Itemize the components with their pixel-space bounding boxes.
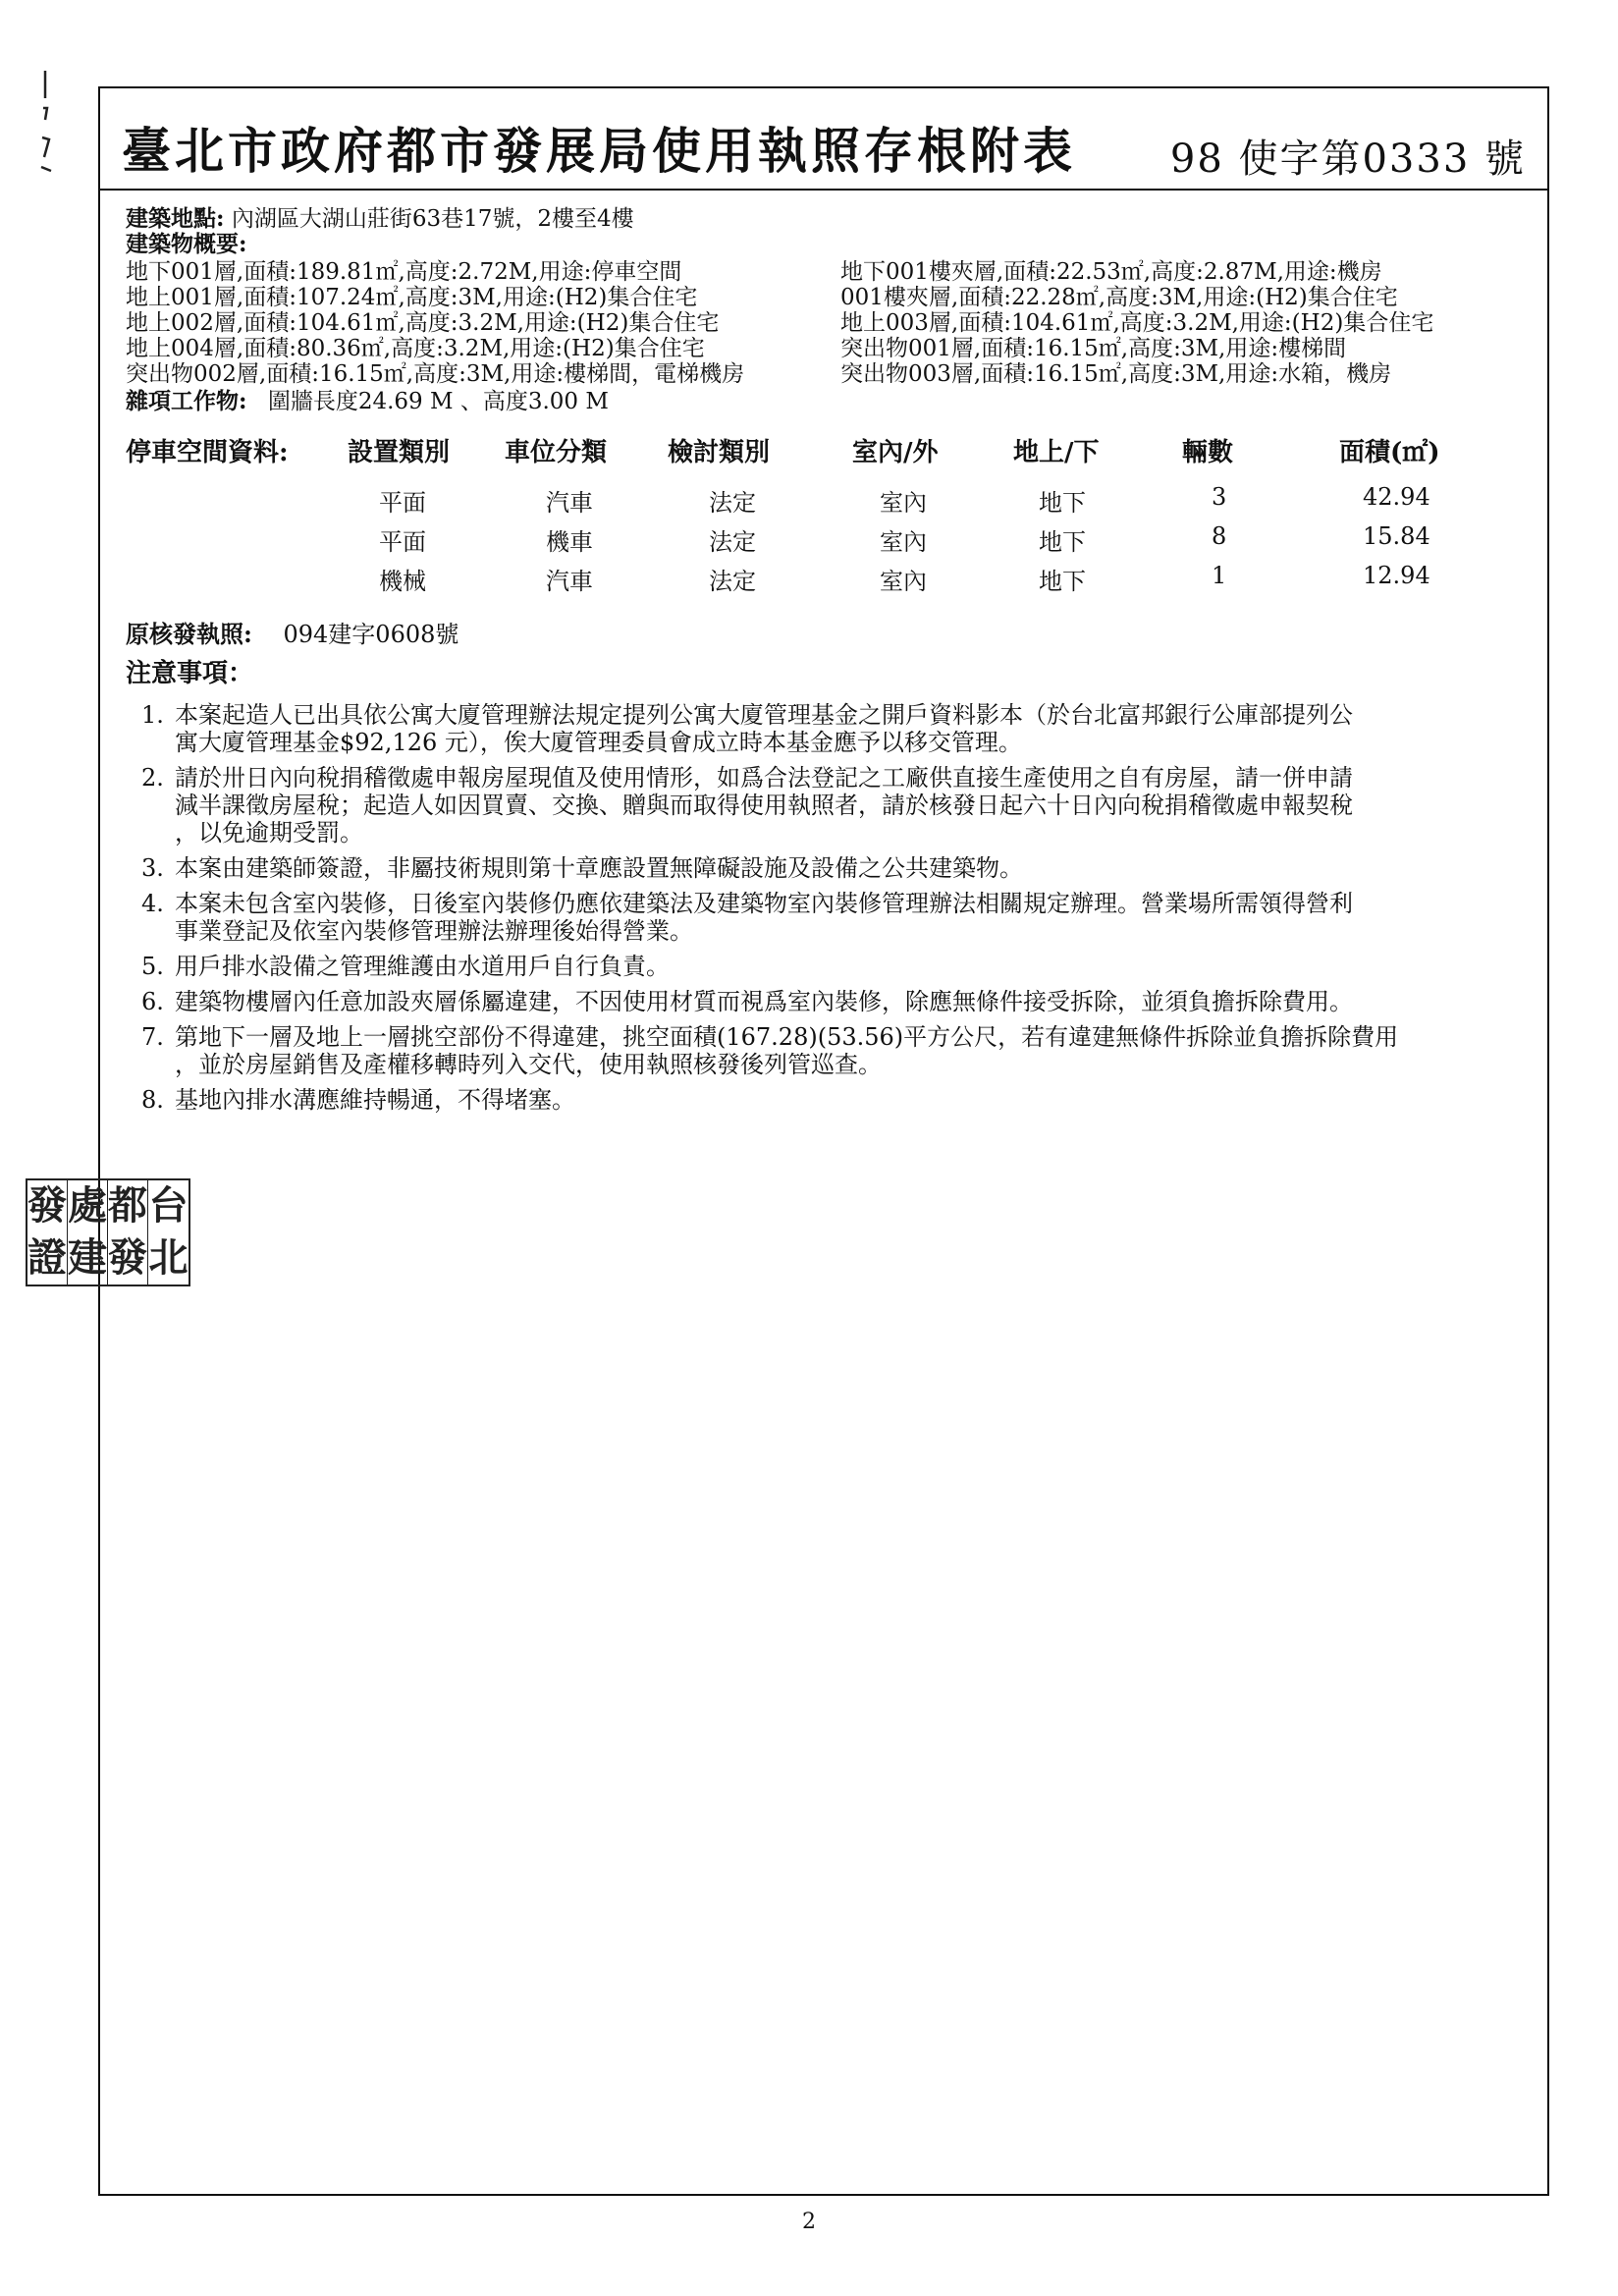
parking-cell: 42.94	[1363, 483, 1430, 511]
notice-item	[126, 890, 1528, 945]
parking-label: 停車空間資料:	[126, 438, 289, 467]
official-seal-stamp	[26, 1178, 190, 1286]
parking-cell: 機車	[546, 528, 593, 556]
overview-line: 地上003層,面積:104.61㎡,高度:3.2M,用途:(H2)集合住宅	[840, 310, 1434, 336]
parking-cell: 機械	[379, 568, 426, 595]
notice-number: 8.	[141, 1086, 164, 1114]
notice-item	[126, 1023, 1528, 1078]
parking-col-header: 設置類別	[348, 438, 451, 467]
document-frame	[98, 86, 1549, 2196]
notice-item	[126, 988, 1528, 1015]
parking-cell: 平面	[379, 489, 426, 517]
parking-cell: 8	[1212, 522, 1227, 550]
seal-char: 台	[148, 1182, 189, 1229]
notice-text: 第地下一層及地上一層挑空部份不得違建，挑空面積(167.28)(53.56)平方公尺，若有違建無條件拆除並負擔拆除費用 ，並於房屋銷售及產權移轉時列入交代，使用執照核發後列管巡查。	[175, 1023, 1399, 1078]
parking-cell: 12.94	[1363, 562, 1430, 589]
notice-item	[126, 1086, 1528, 1114]
overview-line: 突出物002層,面積:16.15㎡,高度:3M,用途:樓梯間，電梯機房	[126, 361, 745, 387]
notice-text: 基地內排水溝應維持暢通，不得堵塞。	[175, 1086, 575, 1114]
notice-item	[126, 701, 1528, 756]
seal-char: 證	[27, 1232, 68, 1285]
parking-cell: 室內	[880, 568, 927, 595]
site-address-value: 內湖區大湖山莊街63巷17號，2樓至4樓	[231, 206, 634, 232]
notice-item	[126, 764, 1528, 847]
original-license-label: 原核發執照:	[126, 620, 252, 648]
overview-line: 突出物001層,面積:16.15㎡,高度:3M,用途:樓梯間	[840, 336, 1347, 361]
parking-table	[126, 432, 1528, 605]
document-body	[126, 206, 1528, 1121]
seal-char: 處	[68, 1180, 108, 1232]
parking-cell: 平面	[379, 528, 426, 556]
notices-title: 注意事項：	[126, 659, 254, 688]
parking-cell: 地下	[1039, 489, 1086, 517]
parking-col-header: 車位分類	[505, 438, 608, 467]
notice-text: 本案由建築師簽證，非屬技術規則第十章應設置無障礙設施及設備之公共建築物。	[175, 854, 1023, 882]
overview-line: 地上002層,面積:104.61㎡,高度:3.2M,用途:(H2)集合住宅	[126, 310, 720, 336]
parking-cell: 室內	[880, 489, 927, 517]
parking-cell: 法定	[709, 568, 756, 595]
notices-list	[126, 701, 1528, 1114]
seal-char: 北	[148, 1234, 189, 1281]
seal-char: 發	[108, 1232, 148, 1285]
seal-char: 建	[68, 1232, 108, 1285]
notice-number: 4.	[141, 890, 164, 917]
seal-char: 都	[108, 1180, 148, 1232]
notice-number: 2.	[141, 764, 164, 792]
parking-cell: 15.84	[1363, 522, 1430, 550]
parking-cell: 1	[1212, 562, 1227, 589]
overview-left-column	[126, 259, 840, 387]
site-address-label: 建築地點:	[126, 205, 225, 232]
misc-work	[126, 389, 1528, 414]
overview-line: 突出物003層,面積:16.15㎡,高度:3M,用途:水箱，機房	[840, 361, 1392, 387]
parking-col-header: 地上/下	[1013, 438, 1100, 467]
notice-number: 7.	[141, 1023, 164, 1051]
parking-cell: 3	[1212, 483, 1227, 511]
title-row	[100, 88, 1547, 191]
notice-text: 建築物樓層內任意加設夾層係屬違建，不因使用材質而視爲室內裝修，除應無條件接受拆除，並須負擔拆除費用。	[175, 988, 1353, 1015]
parking-col-header: 面積(㎡)	[1339, 438, 1440, 467]
document-title: 臺北市政府都市發展局使用執照存根附表	[122, 122, 1076, 180]
parking-cell: 法定	[709, 489, 756, 517]
notice-number: 3.	[141, 854, 164, 882]
notice-text: 請於卅日內向稅捐稽徵處申報房屋現值及使用情形，如爲合法登記之工廠供直接生產使用之自有房屋，請一併申請 減半課徵房屋稅；起造人如因買賣、交換、贈與而取得使用執照者，請於核發日起六十日內向稅捐稽徵處申報契稅 ，以免逾期受罰。	[175, 764, 1353, 847]
notice-number: 5.	[141, 953, 164, 980]
notice-text: 本案起造人已出具依公寓大廈管理辦法規定提列公寓大廈管理基金之開戶資料影本（於台北富邦銀行公庫部提列公 寓大廈管理基金$92,126 元），俟大廈管理委員會成立時本基金應予以移交管理。	[175, 701, 1353, 756]
parking-cell: 法定	[709, 528, 756, 556]
notice-number: 6.	[141, 988, 164, 1015]
parking-cell: 汽車	[546, 489, 593, 517]
overview-line: 地下001樓夾層,面積:22.53㎡,高度:2.87M,用途:機房	[840, 259, 1382, 285]
parking-col-header: 檢討類別	[668, 438, 771, 467]
misc-work-label: 雜項工作物:	[126, 388, 247, 414]
parking-cell: 室內	[880, 528, 927, 556]
site-address	[126, 206, 1528, 232]
parking-cell: 汽車	[546, 568, 593, 595]
building-overview-label: 建築物概要:	[126, 231, 247, 257]
page-number: 2	[802, 2210, 816, 2234]
overview-line: 地上001層,面積:107.24㎡,高度:3M,用途:(H2)集合住宅	[126, 285, 698, 310]
binding-margin-mark	[39, 69, 53, 177]
overview-right-column	[840, 259, 1528, 387]
parking-col-header: 室內/外	[852, 438, 939, 467]
parking-cell: 地下	[1039, 528, 1086, 556]
notice-number: 1.	[141, 701, 164, 729]
overview-line: 001樓夾層,面積:22.28㎡,高度:3M,用途:(H2)集合住宅	[840, 285, 1398, 310]
original-license-value: 094建字0608號	[283, 621, 459, 648]
overview-line: 地上004層,面積:80.36㎡,高度:3.2M,用途:(H2)集合住宅	[126, 336, 705, 361]
original-license	[126, 615, 1528, 649]
permit-number: 98 使字第0333 號	[1169, 137, 1526, 182]
notice-item	[126, 953, 1528, 980]
misc-work-value: 圍牆長度24.69 M 、高度3.00 M	[267, 389, 609, 414]
parking-col-header: 輛數	[1182, 438, 1234, 467]
notice-item	[126, 854, 1528, 882]
overview-line: 地下001層,面積:189.81㎡,高度:2.72M,用途:停車空間	[126, 259, 682, 285]
building-overview	[126, 259, 1528, 387]
seal-char: 發	[27, 1180, 68, 1232]
parking-cell: 地下	[1039, 568, 1086, 595]
notice-text: 本案未包含室內裝修，日後室內裝修仍應依建築法及建築物室內裝修管理辦法相關規定辦理。營業場所需領得營利 事業登記及依室內裝修管理辦法辦理後始得營業。	[175, 890, 1353, 945]
notice-text: 用戶排水設備之管理維護由水道用戶自行負責。	[175, 953, 670, 980]
